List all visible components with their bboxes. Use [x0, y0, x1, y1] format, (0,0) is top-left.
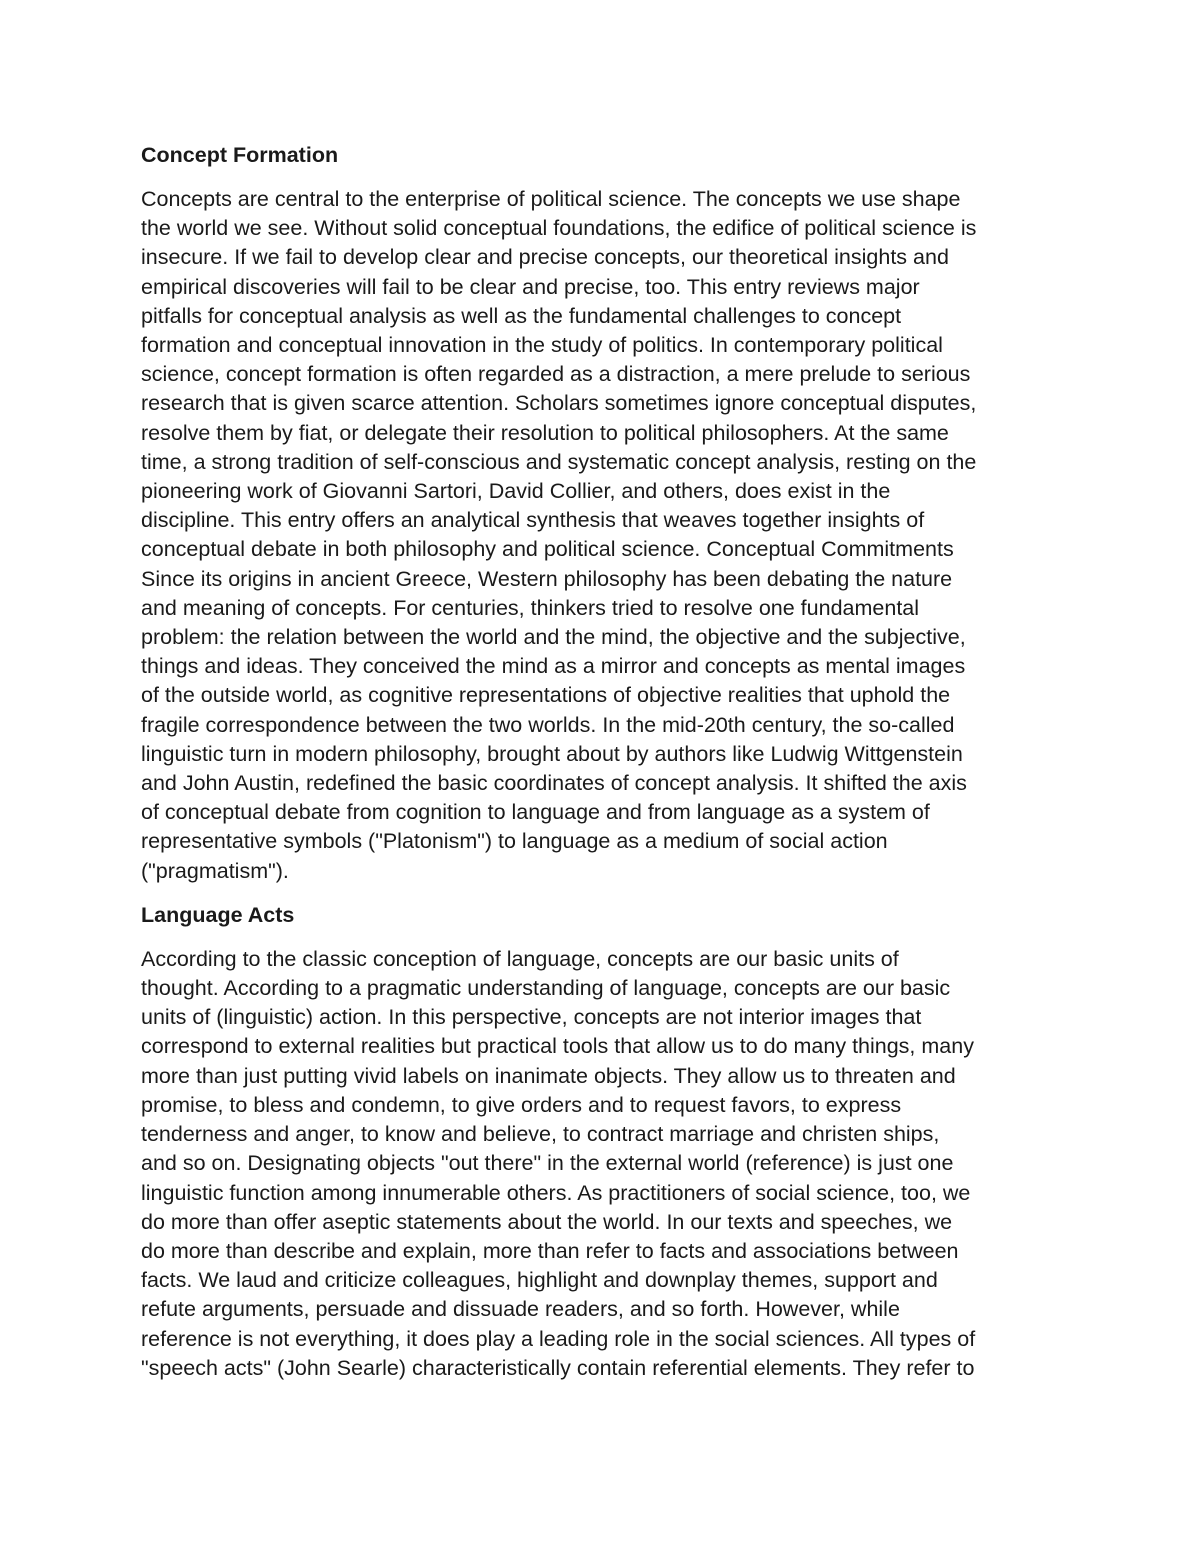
text-line: more than just putting vivid labels on inanimate objects. They allow us to threaten and: [141, 1063, 956, 1088]
text-line: insecure. If we fail to develop clear and precise concepts, our theoretical insights and: [141, 245, 949, 270]
text-line: reference is not everything, it does play a leading role in the social sciences. All types of: [141, 1326, 976, 1351]
text-line: ("pragmatism").: [141, 858, 289, 883]
text-line: Concepts are central to the enterprise of political science. The concepts we use shape: [141, 187, 961, 211]
text-line: and John Austin, redefined the basic coordinates of concept analysis. It shifted the axis: [141, 771, 967, 796]
text-line: "speech acts" (John Searle) characteristically contain referential elements. They refer to: [141, 1355, 975, 1380]
text-line: According to the classic conception of language, concepts are our basic units of: [141, 946, 899, 971]
paragraph-language-acts: [141, 945, 1061, 1383]
text-line: facts. We laud and criticize colleagues, highlight and downplay themes, support and: [141, 1268, 938, 1293]
section-heading-language-acts: Language Acts: [141, 902, 295, 927]
text-line: time, a strong tradition of self-conscious and systematic concept analysis, resting on the: [141, 449, 977, 474]
text-line: of the outside world, as cognitive representations of objective realities that uphold the: [141, 683, 951, 708]
text-line: things and ideas. They conceived the mind as a mirror and concepts as mental images: [141, 654, 966, 679]
text-line: science, concept formation is often regarded as a distraction, a mere prelude to serious: [141, 362, 971, 387]
text-line: do more than offer aseptic statements about the world. In our texts and speeches, we: [141, 1209, 953, 1234]
text-line: correspond to external realities but practical tools that allow us to do many things, many: [141, 1034, 974, 1059]
text-line: the world we see. Without solid conceptual foundations, the edifice of political science is: [141, 216, 977, 241]
text-line: resolve them by fiat, or delegate their resolution to political philosophers. At the same: [141, 420, 949, 445]
paragraph-concept-formation: [141, 185, 1061, 886]
text-line: representative symbols ("Platonism") to language as a medium of social action: [141, 829, 888, 854]
text-line: of conceptual debate from cognition to language and from language as a system of: [141, 800, 930, 825]
text-line: linguistic turn in modern philosophy, brought about by authors like Ludwig Wittgenstein: [141, 741, 963, 766]
text-line: tenderness and anger, to know and believe, to contract marriage and christen ships,: [141, 1122, 940, 1147]
text-line: refute arguments, persuade and dissuade readers, and so forth. However, while: [141, 1297, 900, 1322]
text-line: units of (linguistic) action. In this perspective, concepts are not interior images that: [141, 1005, 922, 1030]
text-line: Since its origins in ancient Greece, Western philosophy has been debating the nature: [141, 566, 953, 591]
text-line: conceptual debate in both philosophy and political science. Conceptual Commitments: [141, 537, 954, 562]
text-line: fragile correspondence between the two worlds. In the mid-20th century, the so-called: [141, 712, 955, 737]
text-line: thought. According to a pragmatic understanding of language, concepts are our basic: [141, 976, 951, 1001]
text-line: and so on. Designating objects "out there" in the external world (reference) is just one: [141, 1151, 954, 1176]
text-line: linguistic function among innumerable others. As practitioners of social science, too, we: [141, 1180, 971, 1205]
text-line: formation and conceptual innovation in the study of politics. In contemporary political: [141, 333, 943, 358]
text-line: pioneering work of Giovanni Sartori, David Collier, and others, does exist in the: [141, 479, 891, 504]
text-line: empirical discoveries will fail to be clear and precise, too. This entry reviews major: [141, 274, 920, 299]
document-body: [141, 140, 1061, 1383]
text-line: and meaning of concepts. For centuries, thinkers tried to resolve one fundamental: [141, 595, 920, 620]
text-line: do more than describe and explain, more than refer to facts and associations between: [141, 1238, 959, 1263]
section-heading-concept-formation: Concept Formation: [141, 143, 339, 167]
text-line: discipline. This entry offers an analytical synthesis that weaves together insights of: [141, 508, 925, 533]
text-line: research that is given scarce attention. Scholars sometimes ignore conceptual disputes,: [141, 391, 977, 416]
text-line: promise, to bless and condemn, to give orders and to request favors, to express: [141, 1092, 902, 1117]
text-line: problem: the relation between the world and the mind, the objective and the subjective,: [141, 625, 966, 650]
text-line: pitfalls for conceptual analysis as well as the fundamental challenges to concept: [141, 303, 902, 328]
